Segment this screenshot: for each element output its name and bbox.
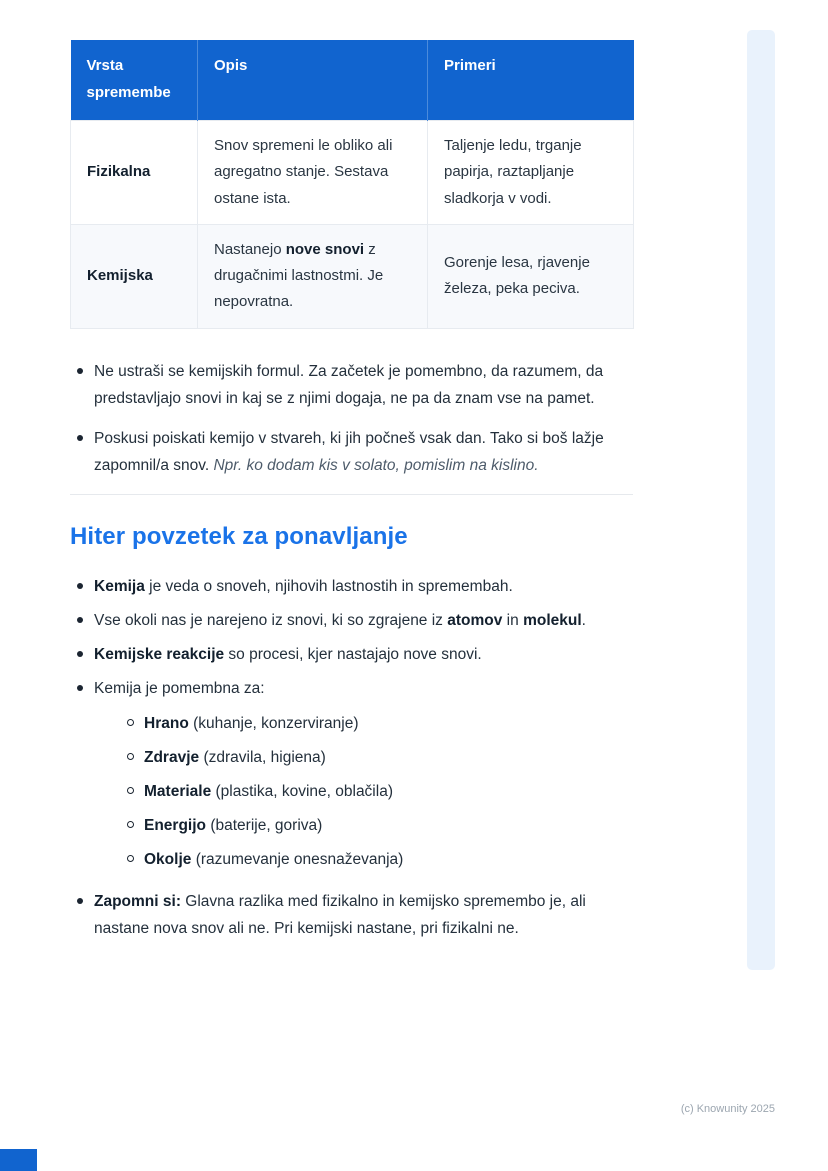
term-bold: Hrano [144, 714, 189, 732]
bullet-icon [77, 685, 83, 691]
term-bold: atomov [447, 611, 503, 629]
row-opis: Snov spremeni le obliko ali agregatno stanje. Sestava ostane ista. [198, 121, 428, 225]
bullet-icon [77, 651, 83, 657]
item-text: . [581, 611, 586, 629]
changes-comparison-table [70, 40, 634, 329]
item-text: in [502, 611, 524, 629]
item-text: Vse okoli nas je narejeno iz snovi, ki so zgrajene iz [94, 611, 448, 629]
list-item [70, 358, 633, 412]
circle-bullet-icon [127, 821, 134, 828]
table-header-row [71, 40, 634, 121]
bullet-icon [77, 617, 83, 623]
table-header-primeri: Primeri [428, 40, 634, 121]
term-bold: Zapomni si: [94, 892, 181, 910]
circle-bullet-icon [127, 719, 134, 726]
term-bold: Kemijske reakcije [94, 645, 225, 663]
opis-bold-text: nove snovi [285, 240, 365, 258]
table-header-opis: Opis [198, 40, 428, 121]
item-text: (baterije, goriva) [206, 816, 323, 834]
section-divider [70, 494, 633, 495]
importance-sub-list [120, 710, 633, 873]
item-text: (razumevanje onesnaževanja) [191, 850, 404, 868]
item-text: Glavna razlika med fizikalno in kemijsko spremembo je, ali nastane nova snov ali ne. Pri kemijski nastane, pri fizikalni ne. [94, 892, 586, 937]
list-item [70, 641, 633, 668]
sub-list-item [120, 812, 633, 839]
list-item [70, 573, 633, 600]
circle-bullet-icon [127, 787, 134, 794]
opis-text: z drugačnimi lastnostmi. Je nepovratna. [214, 240, 384, 311]
row-label: Kemijska [71, 224, 198, 328]
scrollbar-track[interactable] [747, 30, 775, 970]
table-row-kemijska [71, 224, 634, 328]
bullet-icon [77, 898, 83, 904]
item-text: so procesi, kjer nastajajo nove snovi. [224, 645, 482, 663]
tip-text: Ne ustraši se kemijskih formul. Za začetek je pomembno, da razumem, da predstavljajo snovi in kaj se z njimi dogaja, ne pa da znam vse na pamet. [94, 362, 604, 407]
next-page-corner-accent [0, 1149, 37, 1171]
sub-list-item [120, 846, 633, 873]
term-bold: Kemija [94, 577, 145, 595]
list-item [70, 607, 633, 634]
sub-list-item [120, 710, 633, 737]
row-label: Fizikalna [71, 121, 198, 225]
row-primeri: Gorenje lesa, rjavenje železa, peka peciva. [428, 224, 634, 328]
sub-list-item [120, 778, 633, 805]
list-item [70, 425, 633, 479]
item-text: je veda o snoveh, njihovih lastnostih in spremembah. [144, 577, 513, 595]
bullet-icon [77, 583, 83, 589]
term-bold: Energijo [144, 816, 207, 834]
row-primeri: Taljenje ledu, trganje papirja, raztapljanje sladkorja v vodi. [428, 121, 634, 225]
item-text: (zdravila, higiena) [199, 748, 326, 766]
bullet-icon [77, 368, 83, 374]
term-bold: Zdravje [144, 748, 200, 766]
tips-list [70, 358, 633, 479]
row-opis [198, 224, 428, 328]
summary-heading: Hiter povzetek za ponavljanje [70, 522, 408, 550]
document-content [70, 40, 633, 949]
opis-text: Nastanejo [214, 240, 286, 258]
item-text: Kemija je pomembna za: [94, 679, 265, 697]
term-bold: Materiale [144, 782, 212, 800]
term-bold: molekul [523, 611, 582, 629]
circle-bullet-icon [127, 855, 134, 862]
circle-bullet-icon [127, 753, 134, 760]
item-text: (kuhanje, konzerviranje) [188, 714, 359, 732]
bullet-icon [77, 435, 83, 441]
table-header-vrsta: Vrsta spremembe [71, 40, 198, 121]
list-item [70, 888, 633, 942]
table-row-fizikalna [71, 121, 634, 225]
list-item [70, 675, 633, 873]
summary-list [70, 573, 633, 942]
tip-example-italic: Npr. ko dodam kis v solato, pomislim na kislino. [213, 456, 539, 474]
term-bold: Okolje [144, 850, 192, 868]
sub-list-item [120, 744, 633, 771]
copyright-note: (c) Knowunity 2025 [680, 1103, 775, 1115]
tip-text: Poskusi poiskati kemijo v stvareh, ki jih počneš vsak dan. Tako si boš lažje zapomnil/a snov. [94, 429, 604, 474]
item-text: (plastika, kovine, oblačila) [211, 782, 393, 800]
